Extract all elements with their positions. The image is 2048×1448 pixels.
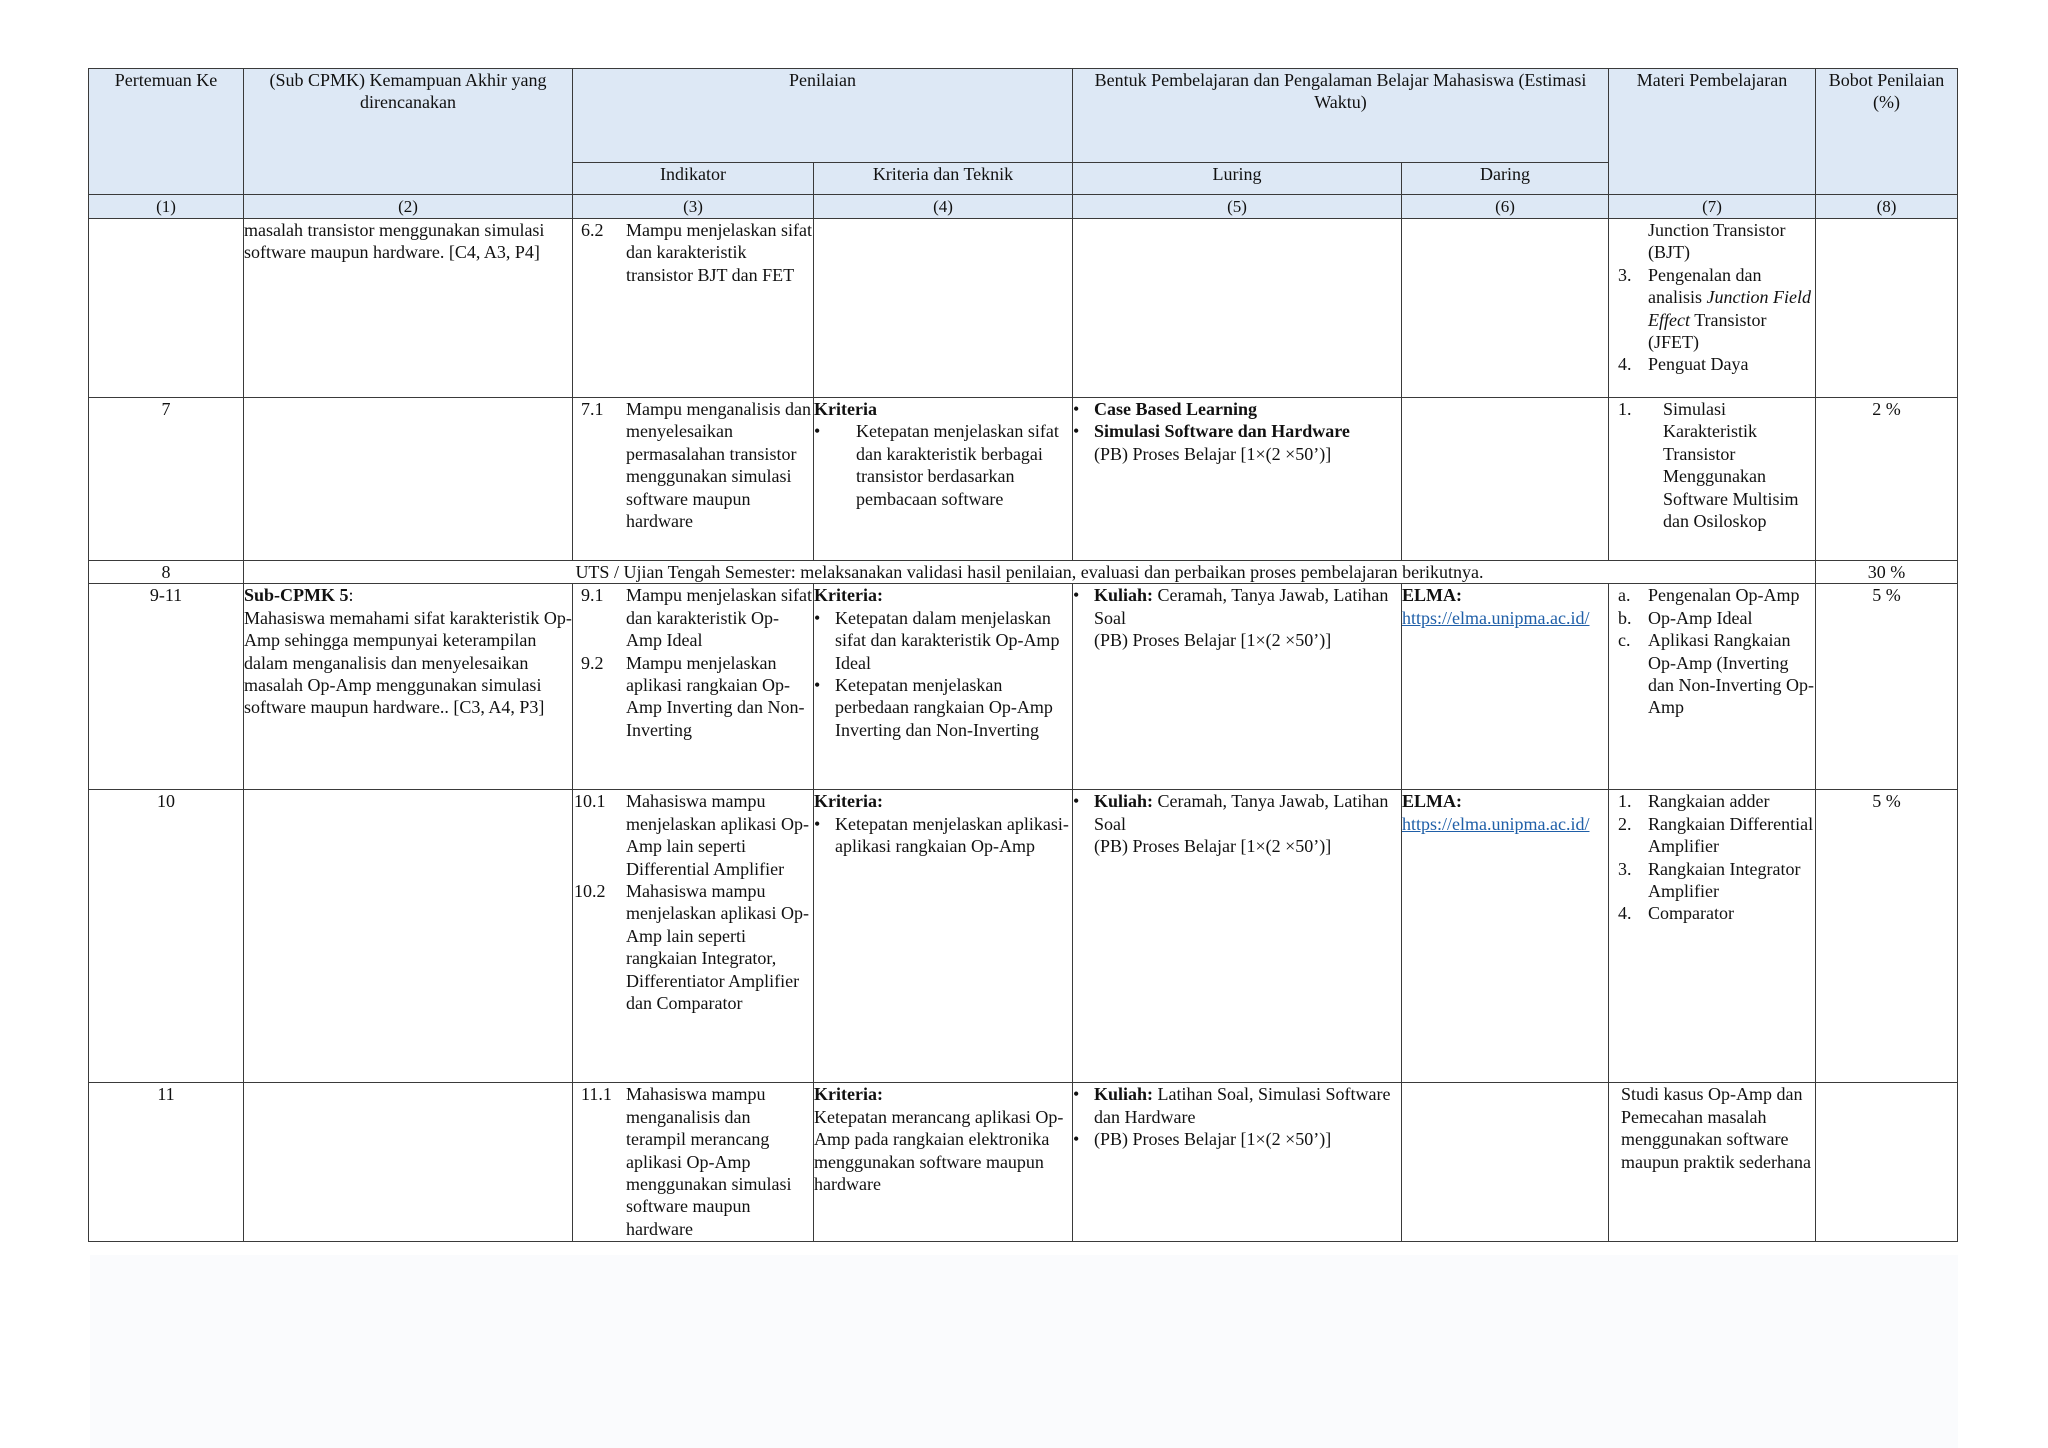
table-row (89, 584, 1958, 790)
page-bottom-margin (90, 1255, 1958, 1448)
bullet-icon: • (814, 421, 821, 442)
table-row (89, 790, 1958, 1083)
pertemuan-cell: 7 (89, 398, 244, 561)
col-number: (4) (814, 195, 1073, 219)
table-row (89, 561, 1958, 584)
luring-text: (PB) Proses Belajar [1×(2 ×50’)] (1094, 630, 1332, 651)
materi-number: b. (1618, 607, 1632, 628)
indicator-text: Mahasiswa mampu menjelaskan aplikasi Op-Amp lain seperti rangkaian Integrator, Differentiator Amplifier dan Comparator (626, 881, 809, 1014)
luring-label: Kuliah: (1094, 1084, 1154, 1105)
indicator-number: 7.1 (581, 399, 604, 419)
bobot-cell: 2 % (1816, 398, 1958, 561)
bobot-cell: 5 % (1816, 584, 1958, 790)
kriteria-cell (814, 790, 1073, 1083)
luring-cell (1073, 1083, 1402, 1242)
daring-cell (1402, 1083, 1609, 1242)
kriteria-text: Ketepatan merancang aplikasi Op-Amp pada rangkaian elektronika menggunakan software maupun hardware (814, 1106, 1064, 1195)
kriteria-text: Ketepatan dalam menjelaskan sifat dan karakteristik Op-Amp Ideal (835, 607, 1060, 673)
bullet-icon: • (814, 675, 821, 696)
bullet-icon: • (1073, 1129, 1080, 1150)
bullet-icon: • (1073, 421, 1080, 442)
pertemuan-cell: 8 (89, 561, 244, 584)
kriteria-title: Kriteria: (814, 1084, 883, 1105)
bobot-cell: 30 % (1816, 561, 1958, 584)
daring-cell (1402, 584, 1609, 790)
header-materi: Materi Pembelajaran (1609, 69, 1816, 195)
materi-cell (1609, 398, 1816, 561)
cpmk-text: Mahasiswa memahami sifat karakteristik Op-Amp sehingga mempunyai keterampilan dalam menganalisis dan menyelesaikan masalah Op-Amp menggunakan simulasi software maupun hardware.. [C3, A4, P3] (244, 607, 572, 718)
materi-text: Junction Transistor (BJT) (1648, 220, 1786, 263)
kriteria-cell (814, 584, 1073, 790)
indicator-number: 11.1 (581, 1084, 612, 1105)
luring-text: Ceramah, Tanya Jawab, Latihan Soal (1094, 791, 1389, 834)
cpmk-cell (244, 790, 573, 1083)
kriteria-text: Ketepatan menjelaskan aplikasi-aplikasi rangkaian Op-Amp (835, 813, 1069, 857)
luring-text: (PB) Proses Belajar [1×(2 ×50’)] (1094, 443, 1332, 464)
pertemuan-cell: 9-11 (89, 584, 244, 790)
luring-text: Ceramah, Tanya Jawab, Latihan Soal (1094, 585, 1389, 628)
daring-cell (1402, 219, 1609, 398)
header-bobot: Bobot Penilaian (%) (1816, 69, 1958, 195)
kriteria-cell (814, 219, 1073, 398)
col-number: (5) (1073, 195, 1402, 219)
materi-number: 3. (1618, 264, 1632, 285)
header-luring: Luring (1073, 163, 1402, 195)
indicator-number: 9.1 (581, 585, 604, 606)
luring-cell (1073, 584, 1402, 790)
indicator-text: Mahasiswa mampu menjelaskan aplikasi Op-Amp lain seperti Differential Amplifier (626, 791, 809, 879)
materi-cell (1609, 584, 1816, 790)
materi-number: 3. (1618, 858, 1632, 879)
uts-cell: UTS / Ujian Tengah Semester: melaksanakan validasi hasil penilaian, evaluasi dan perbaikan proses pembelajaran berikutnya. (244, 561, 1816, 584)
kriteria-title: Kriteria: (814, 585, 883, 606)
table-row (89, 219, 1958, 398)
indicator-number: 10.2 (574, 881, 606, 902)
cpmk-title: Sub-CPMK 5 (244, 585, 349, 606)
indicator-text: Mampu menjelaskan aplikasi rangkaian Op-Amp Inverting dan Non-Inverting (626, 652, 805, 740)
indicator-text: Mampu menjelaskan sifat dan karakteristik transistor BJT dan FET (626, 220, 812, 285)
kriteria-cell (814, 398, 1073, 561)
indicator-text: Mampu menganalisis dan menyelesaikan permasalahan transistor menggunakan simulasi software maupun hardware (626, 399, 811, 532)
luring-text: Latihan Soal, Simulasi Software dan Hardware (1094, 1084, 1391, 1127)
header-daring: Daring (1402, 163, 1609, 195)
materi-number: 1. (1618, 399, 1632, 419)
pertemuan-cell: 10 (89, 790, 244, 1083)
col-number: (3) (573, 195, 814, 219)
bullet-icon: • (814, 607, 821, 628)
daring-cell (1402, 398, 1609, 561)
kriteria-cell (814, 1083, 1073, 1242)
kriteria-title: Kriteria: (814, 791, 883, 812)
indikator-cell (573, 584, 814, 790)
luring-label: Kuliah: (1094, 791, 1154, 812)
luring-label: Kuliah: (1094, 585, 1154, 606)
bullet-icon: • (1073, 585, 1080, 606)
bullet-icon: • (1073, 399, 1080, 419)
cpmk-cell: Sub-CPMK 5: Mahasiswa memahami sifat karakteristik Op-Amp sehingga mempunyai keterampilan dalam menganalisis dan menyelesaikan masalah Op-Amp menggunakan simulasi software maupun hardware.. [C3, A4, P3] (244, 584, 573, 790)
materi-cell (1609, 1083, 1816, 1242)
materi-number: 1. (1618, 791, 1632, 812)
materi-text: Simulasi Karakteristik Transistor Menggunakan Software Multisim dan Osiloskop (1663, 399, 1799, 532)
indicator-number: 9.2 (581, 652, 604, 673)
kriteria-title: Kriteria (814, 399, 877, 419)
bullet-icon: • (1073, 791, 1080, 812)
materi-number: c. (1618, 630, 1631, 651)
materi-text: Penguat Daya (1648, 354, 1749, 375)
materi-cell (1609, 790, 1816, 1083)
header-pertemuan: Pertemuan Ke (89, 69, 244, 195)
indikator-cell (573, 398, 814, 561)
elma-link[interactable]: https://elma.unipma.ac.id/ (1402, 607, 1590, 628)
bobot-cell (1816, 1083, 1958, 1242)
cpmk-cell (244, 1083, 573, 1242)
materi-number: 4. (1618, 354, 1632, 375)
kriteria-text: Ketepatan menjelaskan sifat dan karakteristik berbagai transistor berdasarkan pembacaan software (856, 421, 1059, 509)
indikator-cell (573, 1083, 814, 1242)
header-kriteria: Kriteria dan Teknik (814, 163, 1073, 195)
materi-text: Transistor (JFET) (1648, 309, 1767, 353)
rps-table (88, 68, 1958, 1242)
indicator-number: 6.2 (581, 220, 604, 240)
materi-text: Op-Amp Ideal (1648, 607, 1753, 628)
col-number: (2) (244, 195, 573, 219)
indicator-text: Mampu menjelaskan sifat dan karakteristik Op-Amp Ideal (626, 585, 812, 651)
cpmk-cell (244, 398, 573, 561)
luring-text: (PB) Proses Belajar [1×(2 ×50’)] (1094, 1129, 1332, 1150)
pertemuan-cell (89, 219, 244, 398)
bullet-icon: • (814, 813, 821, 834)
materi-number: 4. (1618, 903, 1632, 924)
materi-text: Rangkaian adder (1648, 791, 1770, 812)
cpmk-text: masalah transistor menggunakan simulasi software maupun hardware. [C4, A3, P4] (244, 220, 545, 263)
daring-cell (1402, 790, 1609, 1083)
materi-text: Pengenalan dan analisis (1648, 264, 1762, 308)
materi-text: Rangkaian Integrator Amplifier (1648, 858, 1801, 902)
header-penilaian: Penilaian (573, 69, 1073, 163)
table-row (89, 398, 1958, 561)
materi-text: Pengenalan Op-Amp (1648, 585, 1800, 606)
kriteria-text: Ketepatan menjelaskan perbedaan rangkaian Op-Amp Inverting dan Non-Inverting (835, 675, 1053, 740)
pertemuan-cell: 11 (89, 1083, 244, 1242)
luring-text: (PB) Proses Belajar [1×(2 ×50’)] (1094, 836, 1332, 857)
col-number: (6) (1402, 195, 1609, 219)
bullet-icon: • (1073, 1084, 1080, 1105)
materi-number: a. (1618, 585, 1631, 606)
header-sub-cpmk: (Sub CPMK) Kemampuan Akhir yang direncanakan (244, 69, 573, 195)
materi-text: Studi kasus Op-Amp dan Pemecahan masalah menggunakan software maupun praktik sederhana (1621, 1084, 1811, 1172)
luring-cell (1073, 398, 1402, 561)
indicator-number: 10.1 (574, 791, 606, 812)
indicator-text: Mahasiswa mampu menganalisis dan terampil merancang aplikasi Op-Amp menggunakan simulasi software maupun hardware (626, 1084, 792, 1239)
header-indikator: Indikator (573, 163, 814, 195)
daring-title: ELMA: (1402, 791, 1463, 812)
materi-text: Rangkaian Differential Amplifier (1648, 813, 1814, 857)
column-number-row (89, 195, 1958, 219)
header-bentuk-pembelajaran: Bentuk Pembelajaran dan Pengalaman Belajar Mahasiswa (Estimasi Waktu) (1073, 69, 1609, 163)
materi-italic: Junction Field Effect (1648, 287, 1811, 330)
luring-cell (1073, 219, 1402, 398)
bobot-cell (1816, 219, 1958, 398)
indikator-cell (573, 219, 814, 398)
daring-title: ELMA: (1402, 585, 1463, 606)
col-number: (8) (1816, 195, 1958, 219)
materi-cell (1609, 219, 1816, 398)
col-number: (7) (1609, 195, 1816, 219)
bobot-cell: 5 % (1816, 790, 1958, 1083)
elma-link[interactable]: https://elma.unipma.ac.id/ (1402, 813, 1590, 834)
indikator-cell (573, 790, 814, 1083)
cpmk-cell (244, 219, 573, 398)
materi-text: Comparator (1648, 903, 1734, 924)
col-number: (1) (89, 195, 244, 219)
materi-text: Aplikasi Rangkaian Op-Amp (Inverting dan Non-Inverting Op-Amp (1648, 630, 1814, 718)
luring-text: Simulasi Software dan Hardware (1094, 421, 1350, 442)
table-row (89, 1083, 1958, 1242)
luring-cell (1073, 790, 1402, 1083)
luring-text: Case Based Learning (1094, 399, 1258, 419)
materi-number: 2. (1618, 813, 1632, 834)
